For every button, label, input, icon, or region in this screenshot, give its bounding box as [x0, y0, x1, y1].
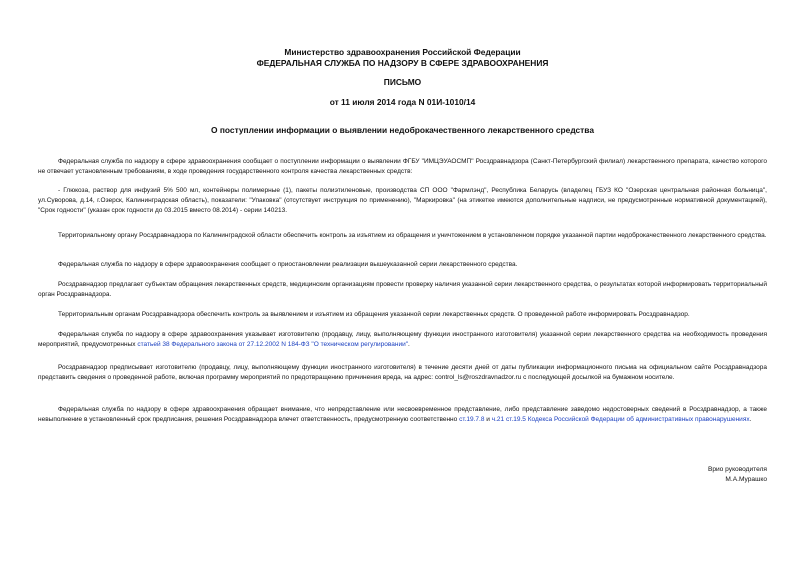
document-type: ПИСЬМО	[383, 77, 422, 87]
code-link[interactable]: ч.21 ст.19.5 Кодекса Российской Федерации об административных правонарушениях	[491, 416, 750, 424]
paragraph-7-end: .	[408, 341, 410, 349]
paragraph-8: Росздравнадзор предписывает изготовителю (продавцу, лицу, выполняющему функции иностранного изготовителя) в течение десяти дней от даты публикации информационного письма на официальном сайте Росздравнадзора представить сведения о проведенной работе, включая программу мероприятий по предотвращению причинения вреда, на адрес: control_ls@roszdravnadzor.ru с последующей досылкой на бумажном носителе.	[38, 364, 767, 382]
law-link[interactable]: статьей 38 Федерального закона от 27.12.2002 N 184-ФЗ "О техническом регулировании"	[137, 341, 409, 349]
paragraph-9-mid: и	[484, 416, 492, 424]
paragraph-7-text: Федеральная служба по надзору в сфере здравоохранения указывает изготовителю (продавцу, лицу, выполняющему функции иностранного изготовителя) указанной серии лекарственного средства на необходимость проведения мероприятий, предусмотренных	[38, 331, 767, 349]
paragraph-3: Территориальному органу Росздравнадзора по Калининградской области обеспечить контроль за изъятием из обращения и уничтожением в установленном порядке указанной партии недоброкачественного лекарственного средства.	[58, 232, 767, 239]
paragraph-6: Территориальным органам Росздравнадзора обеспечить контроль за выявлением и изъятием из обращения указанной серии лекарственных средств. О проведенной работе информировать Росздравнадзор.	[58, 311, 690, 318]
paragraph-4: Федеральная служба по надзору в сфере здравоохранения сообщает о приостановлении реализации вышеуказанной серии лекарственного средства.	[58, 261, 518, 268]
signatory-name: М.А.Мурашко	[725, 476, 767, 483]
paragraph-5: Росздравнадзор предлагает субъектам обращения лекарственных средств, медицинским организациям провести проверку наличия указанной серии лекарственного средства, о результатах которой информировать территориальный орган Росздравнадзора.	[38, 281, 767, 299]
paragraph-1: Федеральная служба по надзору в сфере здравоохранения сообщает о поступлении информации о выявлении ФГБУ "ИМЦЭУАОСМП" Росздравнадзора (Санкт-Петербургский филиал) лекарственного препарата, качество которого не отвечает установленным требованиям, в ходе проведения государственного контроля качества лекарственных средств:	[38, 158, 767, 176]
document-date-number: от 11 июля 2014 года N 01И-1010/14	[329, 96, 476, 107]
code-article-link[interactable]: ст.19.7.8	[459, 416, 485, 424]
paragraph-7	[38, 330, 767, 350]
signatory-position: Врио руководителя	[707, 466, 767, 473]
paragraph-9	[38, 405, 767, 425]
ministry-name: Министерство здравоохранения Российской Федерации	[284, 47, 521, 57]
service-name: ФЕДЕРАЛЬНАЯ СЛУЖБА ПО НАДЗОРУ В СФЕРЕ ЗДРАВООХРАНЕНИЯ	[256, 57, 549, 68]
paragraph-9-text: Федеральная служба по надзору в сфере здравоохранения обращает внимание, что непредставление или несвоевременное представление, либо представление заведомо недостоверных сведений в Росздравнадзор, а также невыполнение в установленный срок предписания, решения Росздравнадзора влечет ответственность, предусмотренную соответственно	[38, 406, 767, 424]
paragraph-2: - Глюкоза, раствор для инфузий 5% 500 мл, контейнеры полимерные (1), пакеты полиэтиленовые, производства СП ООО "Фармлэнд", Республика Беларусь (владелец ГБУЗ КО "Озерская центральная районная больница", ул.Суворова, д.14, г.Озерск, Калининградская область), показатели: "Упаковка" (отсутствует инструкция по применению), "Маркировка" (на этикетке имеются дополнительные надписи, не предусмотренные нормативной документацией), "Срок годности" (указан срок годности до 03.2015 вместо 08.2014) - серии 140213.	[38, 187, 767, 215]
document-title: О поступлении информации о выявлении недоброкачественного лекарственного средства	[211, 125, 594, 135]
letter-page	[38, 47, 767, 135]
paragraph-9-end: .	[749, 416, 752, 424]
signature-block	[708, 465, 767, 485]
